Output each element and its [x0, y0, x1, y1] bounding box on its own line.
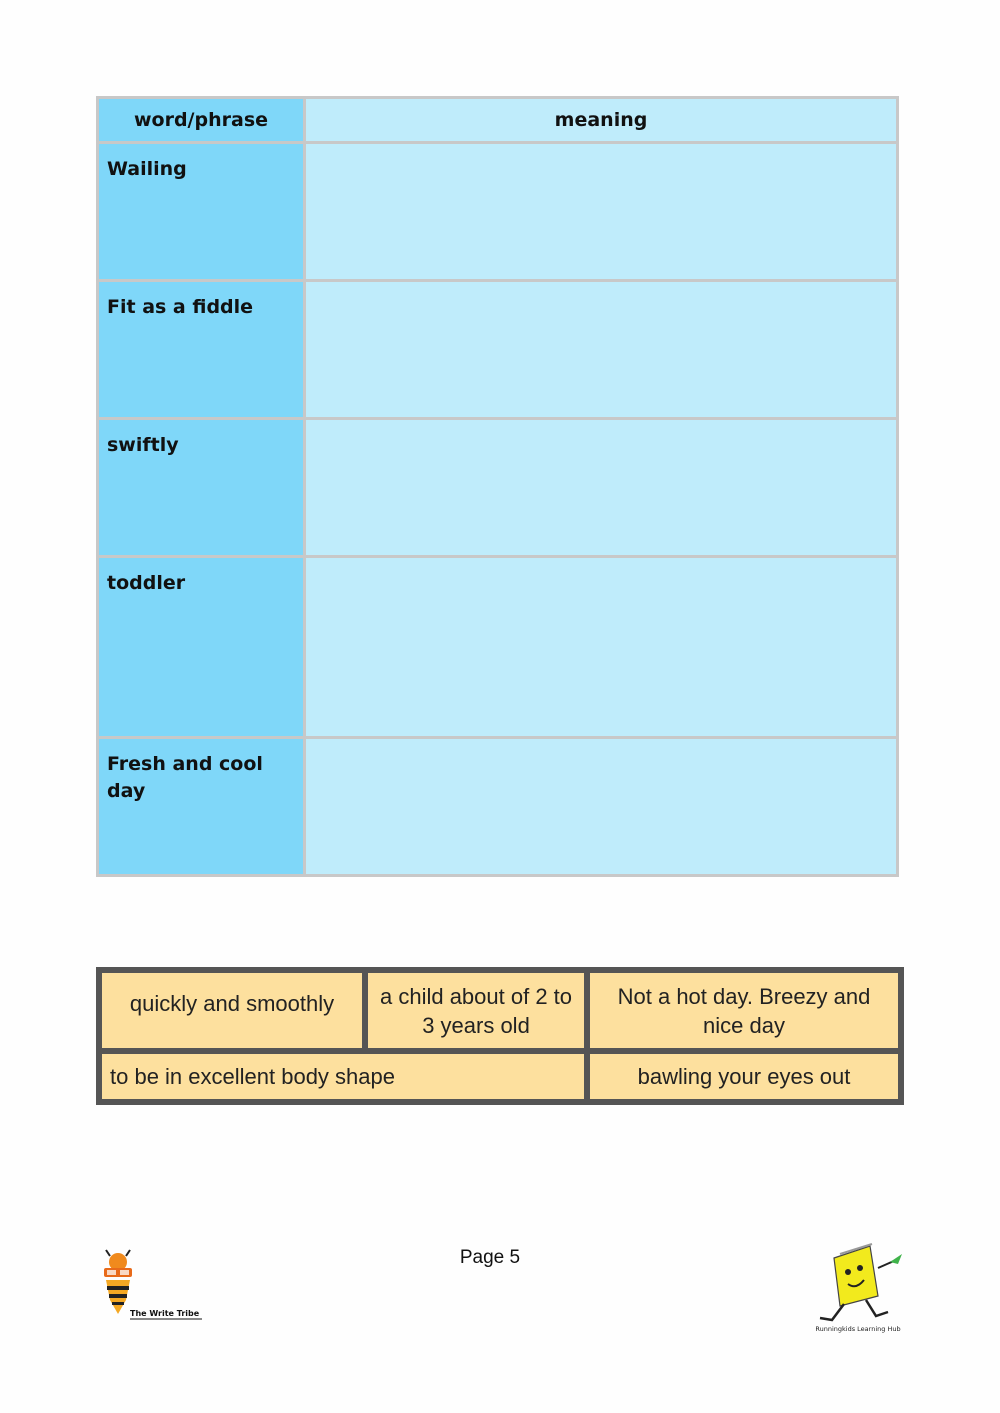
- runningkids-logo-text: Runningkids Learning Hub: [815, 1325, 901, 1333]
- page-number: Page 5: [459, 1247, 521, 1268]
- word-cell: Fresh and cool day: [98, 738, 305, 876]
- running-book-icon: [820, 1244, 902, 1320]
- bee-icon: [104, 1250, 132, 1314]
- word-cell: Wailing: [98, 143, 305, 281]
- word-cell: swiftly: [98, 419, 305, 557]
- write-tribe-logo: [98, 1248, 208, 1328]
- write-tribe-logo-text: The Write Tribe: [130, 1309, 200, 1318]
- runningkids-logo: [810, 1240, 906, 1344]
- answer-card-bawling-eyes-out[interactable]: bawling your eyes out: [590, 1054, 898, 1099]
- answer-row: [102, 1054, 898, 1099]
- table-header-row: [98, 98, 898, 143]
- answer-card-not-a-hot-day[interactable]: Not a hot day. Breezy and nice day: [590, 973, 898, 1048]
- answer-card-excellent-body-shape[interactable]: to be in excellent body shape: [102, 1054, 584, 1099]
- table-row: [98, 281, 898, 419]
- word-cell: Fit as a fiddle: [98, 281, 305, 419]
- answer-card-quickly-and-smoothly[interactable]: quickly and smoothly: [102, 973, 362, 1048]
- word-cell: toddler: [98, 557, 305, 738]
- vocabulary-table: [96, 96, 899, 877]
- table-row: [98, 143, 898, 281]
- meaning-input-cell[interactable]: [305, 281, 898, 419]
- answer-card-child-2-to-3[interactable]: a child about of 2 to 3 years old: [368, 973, 584, 1048]
- header-word-phrase: word/phrase: [98, 98, 305, 143]
- meaning-input-cell[interactable]: [305, 738, 898, 876]
- answer-bank: [96, 967, 904, 1105]
- table-row: [98, 738, 898, 876]
- meaning-input-cell[interactable]: [305, 557, 898, 738]
- meaning-input-cell[interactable]: [305, 419, 898, 557]
- meaning-input-cell[interactable]: [305, 143, 898, 281]
- header-meaning: meaning: [305, 98, 898, 143]
- answer-row: [102, 973, 898, 1048]
- table-row: [98, 557, 898, 738]
- table-row: [98, 419, 898, 557]
